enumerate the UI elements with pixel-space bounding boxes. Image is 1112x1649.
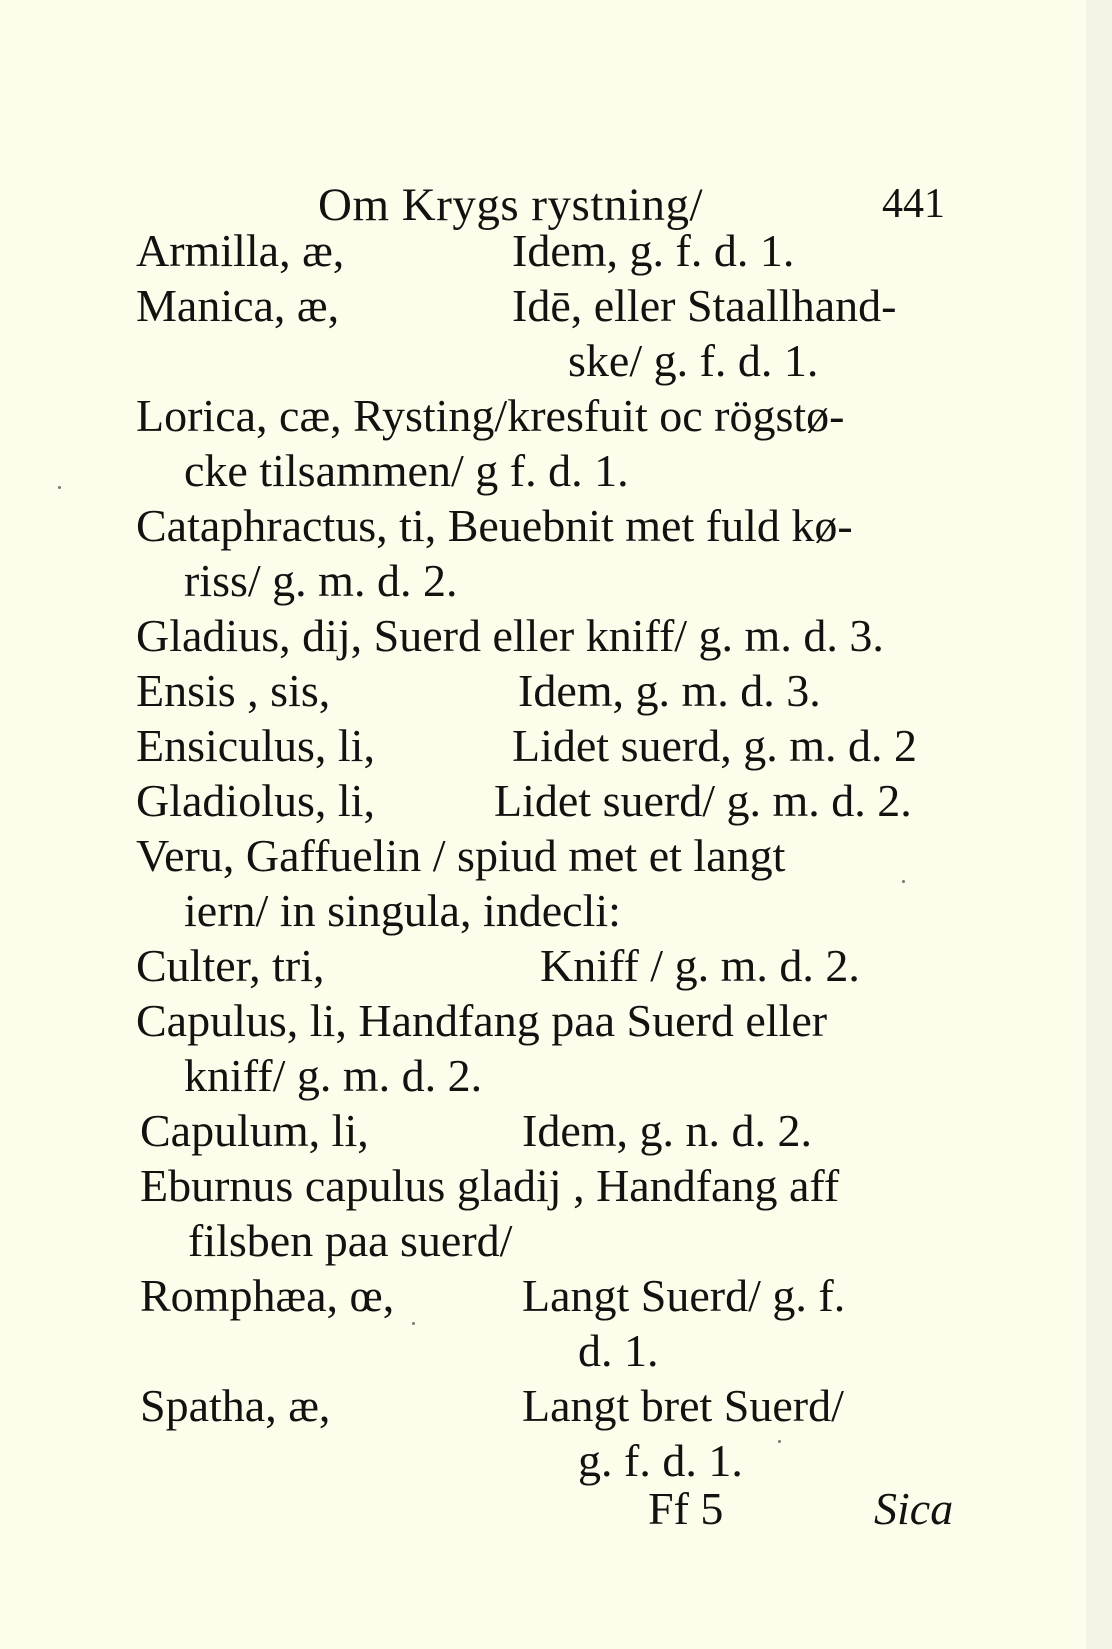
entry-manica-gloss: Idē, eller Staallhand- — [512, 280, 897, 331]
print-speck — [58, 486, 61, 489]
entry-lorica-latin: Lorica, cæ, Rysting/kresfuit oc rögstø- — [136, 390, 845, 441]
entry-ensiculus-latin: Ensiculus, li, — [136, 720, 375, 771]
entry-culter-gloss: Kniff / g. m. d. 2. — [540, 940, 860, 991]
entry-veru-latin: Veru, Gaffuelin / spiud met et langt — [136, 830, 786, 881]
print-speck — [902, 880, 905, 883]
entry-spatha-gloss: Langt bret Suerd/ — [522, 1380, 844, 1431]
running-header: Om Krygs rystning/ — [318, 179, 703, 231]
entry-manica-cont: ske/ g. f. d. 1. — [568, 335, 819, 386]
entry-lorica-cont: cke tilsammen/ g f. d. 1. — [184, 445, 629, 496]
entry-eburnus-cont: filsben paa suerd/ — [188, 1215, 513, 1266]
entry-ensiculus-gloss: Lidet suerd, g. m. d. 2 — [512, 720, 917, 771]
entry-capulus-cont: kniff/ g. m. d. 2. — [184, 1050, 483, 1101]
entry-eburnus-latin: Eburnus capulus gladij , Handfang aff — [140, 1160, 840, 1211]
entry-gladiolus-latin: Gladiolus, li, — [136, 775, 375, 826]
catchword: Sica — [874, 1483, 954, 1534]
entry-spatha-latin: Spatha, æ, — [140, 1380, 331, 1431]
entry-veru-cont: iern/ in singula, indecli: — [184, 885, 621, 936]
entry-cataphractus-cont: riss/ g. m. d. 2. — [184, 555, 458, 606]
entry-culter-latin: Culter, tri, — [136, 940, 325, 991]
entry-capulus-latin: Capulus, li, Handfang paa Suerd eller — [136, 995, 828, 1046]
page-edge — [1086, 0, 1112, 1649]
entry-cataphractus-latin: Cataphractus, ti, Beuebnit met fuld kø- — [136, 500, 853, 551]
entry-capulum-gloss: Idem, g. n. d. 2. — [522, 1105, 813, 1156]
entry-spatha-cont: g. f. d. 1. — [578, 1435, 743, 1486]
entry-gladius-latin: Gladius, dij, Suerd eller kniff/ g. m. d. 3. — [136, 610, 884, 661]
entry-gladiolus-gloss: Lidet suerd/ g. m. d. 2. — [494, 775, 912, 826]
entry-capulum-latin: Capulum, li, — [140, 1105, 369, 1156]
signature-mark: Ff 5 — [648, 1483, 724, 1534]
print-speck — [412, 1322, 415, 1325]
entry-romphaea-cont: d. 1. — [578, 1325, 659, 1376]
entry-ensis-latin: Ensis , sis, — [136, 665, 331, 716]
entry-romphaea-latin: Romphæa, œ, — [140, 1270, 395, 1321]
entry-manica-latin: Manica, æ, — [136, 280, 340, 331]
page-number: 441 — [882, 181, 945, 227]
print-speck — [778, 1440, 781, 1443]
entry-ensis-gloss: Idem, g. m. d. 3. — [518, 665, 821, 716]
entry-romphaea-gloss: Langt Suerd/ g. f. — [522, 1270, 846, 1321]
entry-armilla-gloss: Idem, g. f. d. 1. — [512, 225, 795, 276]
entry-armilla-latin: Armilla, æ, — [136, 225, 345, 276]
